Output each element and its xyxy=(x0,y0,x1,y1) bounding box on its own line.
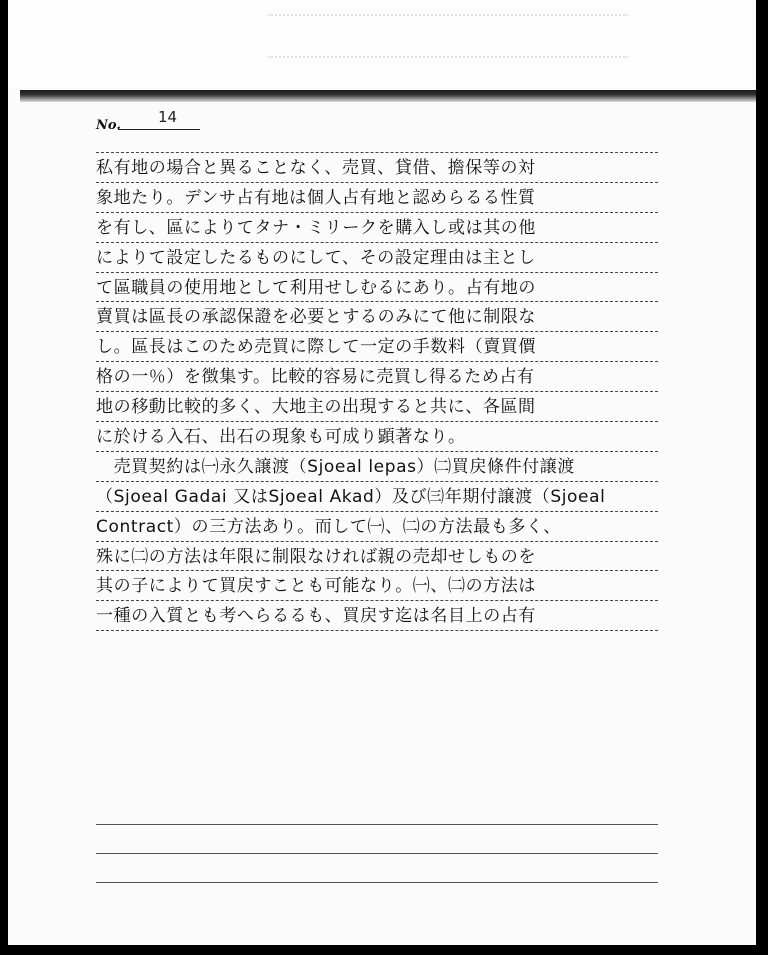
page-header-area xyxy=(8,0,756,88)
text-line: 其の子によりて買戻すことも可能なり。㈠、㈡の方法は xyxy=(96,571,658,601)
page-fold-shadow xyxy=(20,90,756,102)
text-line: 賣買は區長の承認保證を必要とするのみにて他に制限な xyxy=(96,302,658,332)
text-line: によりて設定したるものにして、その設定理由は主とし xyxy=(96,243,658,273)
page-number-label: No. xyxy=(96,118,121,133)
page-number-value: 14 xyxy=(158,108,178,126)
text-line: に於ける入石、出石の現象も可成り顕著なり。 xyxy=(96,422,658,452)
empty-ruled-lines xyxy=(96,796,658,883)
text-line: し。區長はこのため売買に際して一定の手数料（賣買價 xyxy=(96,332,658,362)
empty-line xyxy=(96,825,658,854)
text-line: 一種の入質とも考へらるるも、買戻す迄は名目上の占有 xyxy=(96,601,658,631)
text-line: 格の一％）を徴集す。比較的容易に売買し得るため占有 xyxy=(96,362,658,392)
page-number-underline xyxy=(118,129,200,130)
text-line: Contract）の三方法あり。而して㈠、㈡の方法最も多く、 xyxy=(96,512,658,542)
manuscript-text-grid xyxy=(96,152,658,631)
text-line: （Sjoeal Gadai 又はSjoeal Akad）及び㈢年期付譲渡（Sjoeal xyxy=(96,482,658,512)
text-line: て區職員の使用地として利用せしむるにあり。占有地の xyxy=(96,273,658,303)
text-line: 売買契約は㈠永久譲渡（Sjoeal lepas）㈡買戻條件付譲渡 xyxy=(96,452,658,482)
text-line: を有し、區によりてタナ・ミリークを購入し或は其の他 xyxy=(96,213,658,243)
faint-header-print xyxy=(268,14,628,58)
text-line: 象地たり。デンサ占有地は個人占有地と認めらるる性質 xyxy=(96,183,658,213)
text-line: 私有地の場合と異ることなく、売買、貸借、擔保等の対 xyxy=(96,152,658,183)
empty-line xyxy=(96,796,658,825)
text-line: 殊に㈡の方法は年限に制限なければ親の売却せしものを xyxy=(96,542,658,572)
empty-line xyxy=(96,854,658,883)
text-line: 地の移動比較的多く、大地主の出現すると共に、各區間 xyxy=(96,392,658,422)
